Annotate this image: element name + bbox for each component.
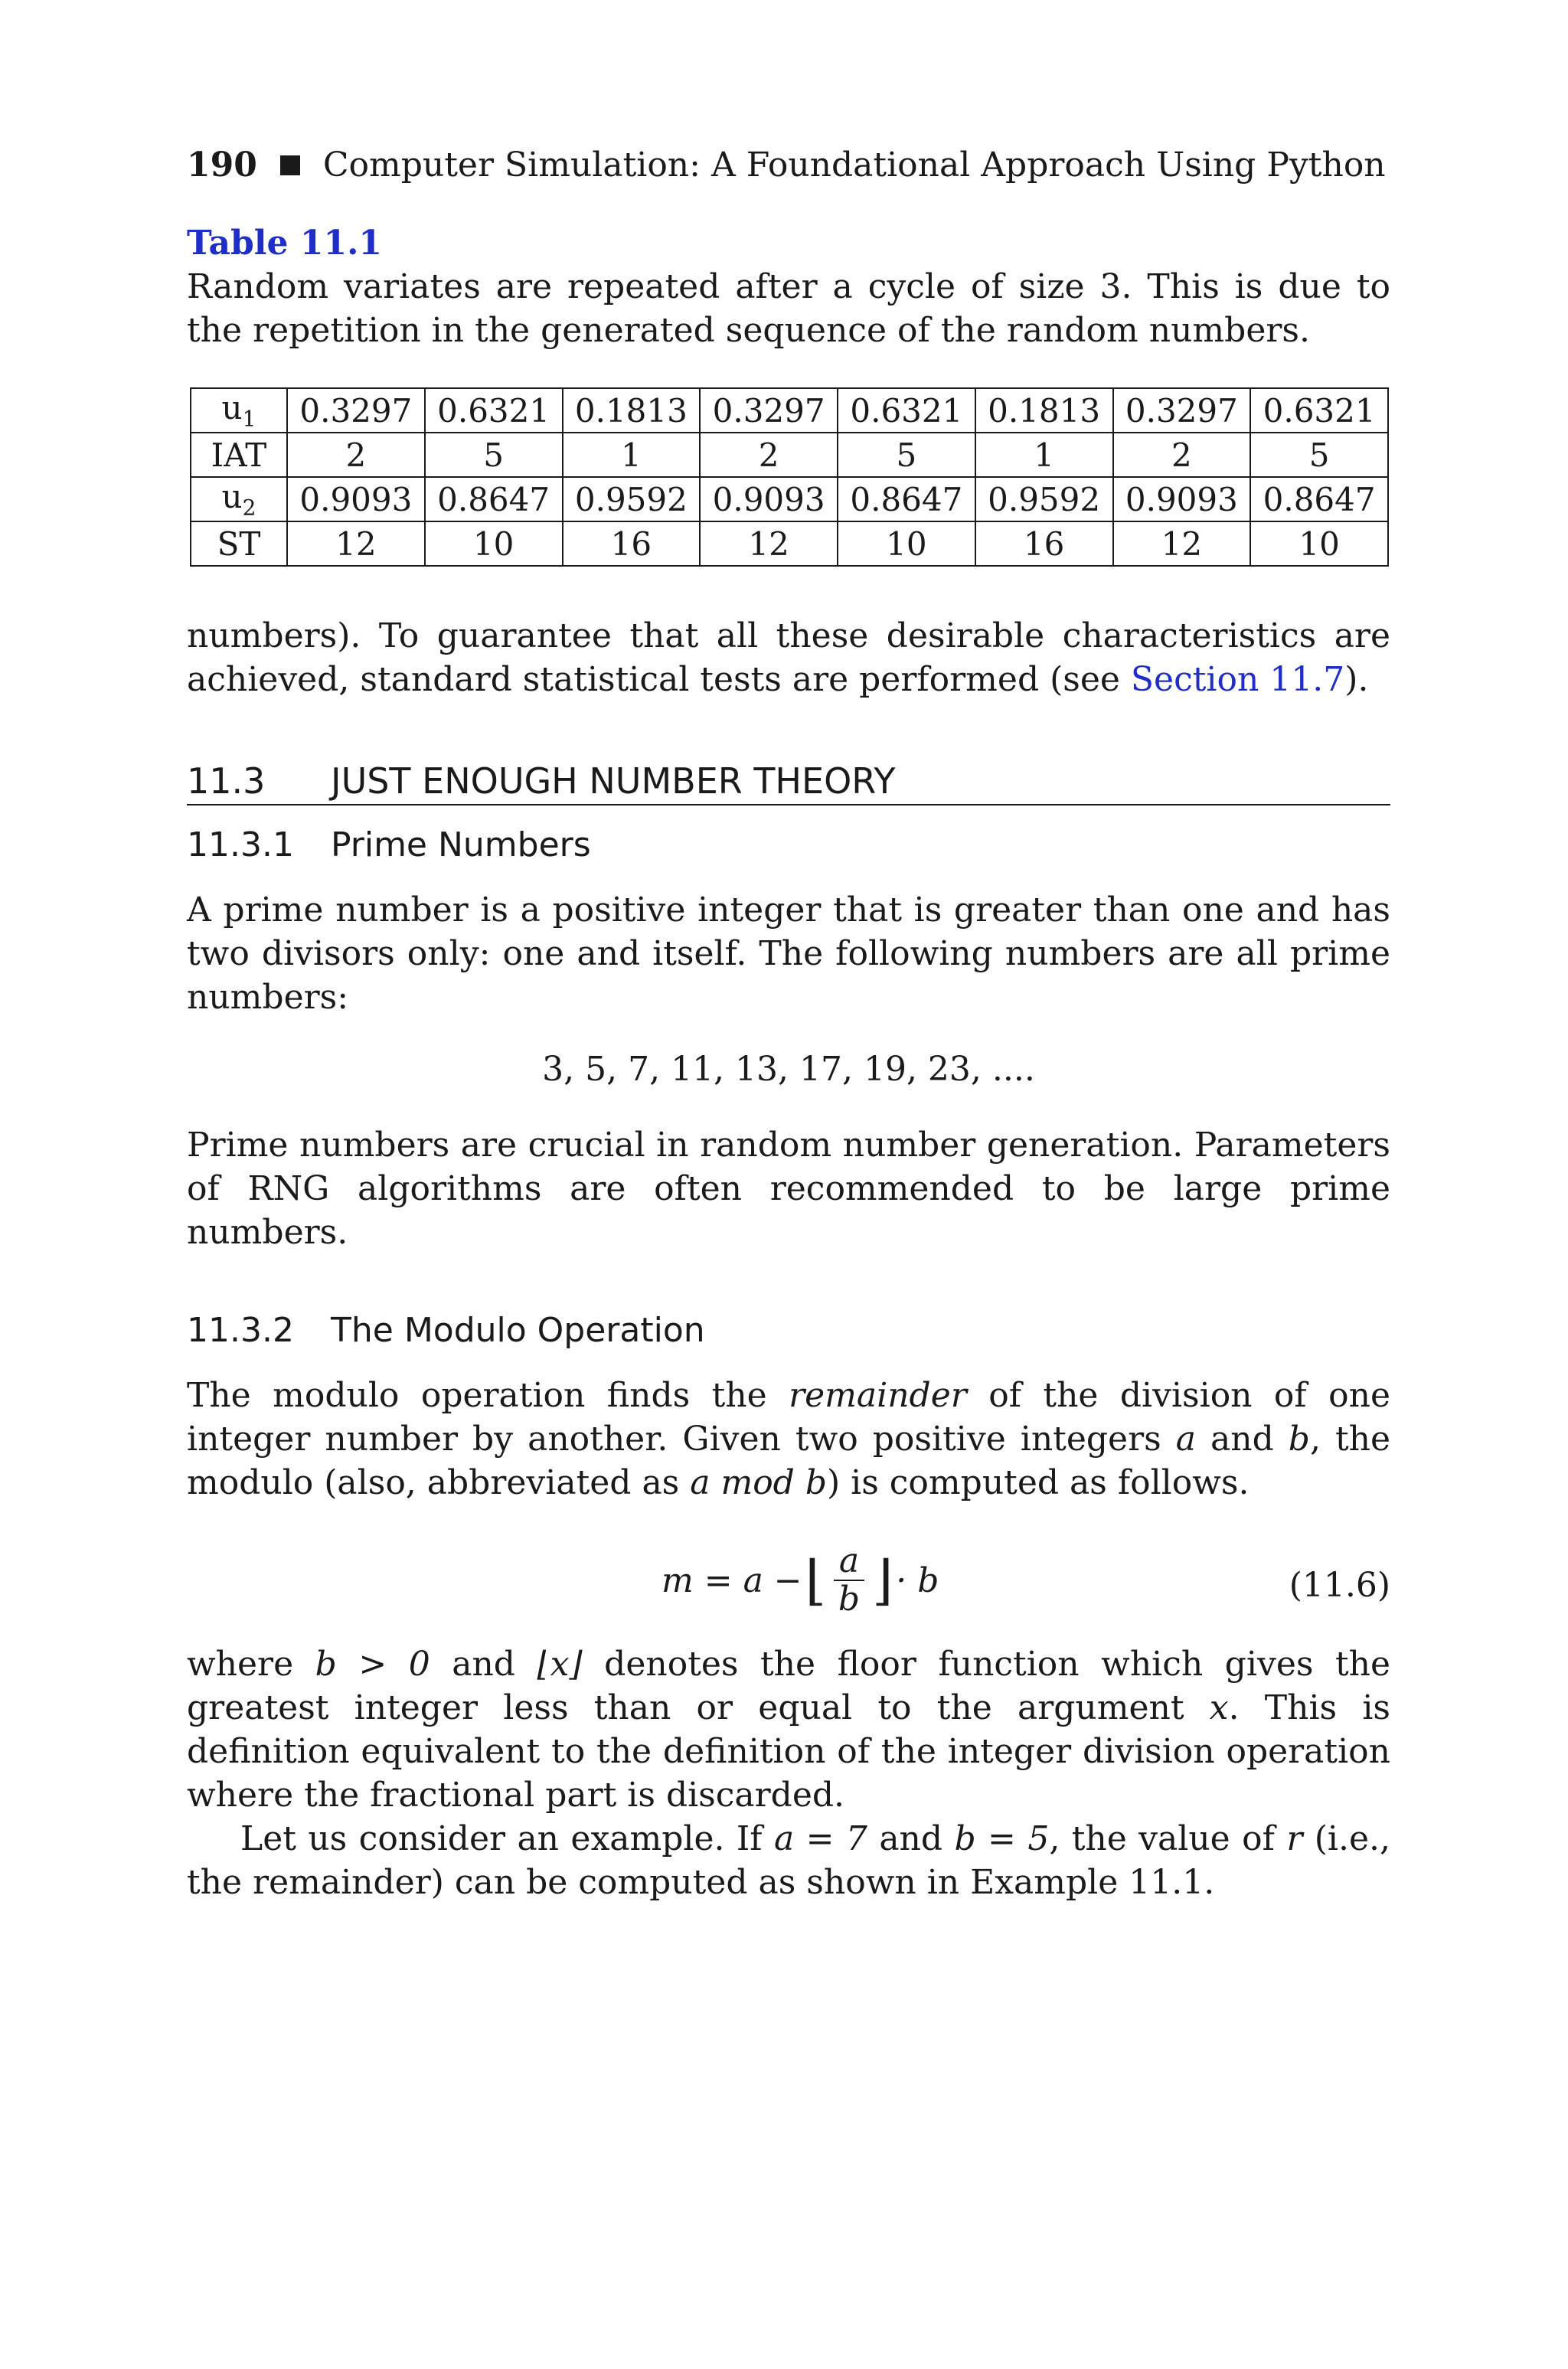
paragraph-floor: where b > 0 and ⌊x⌋ denotes the floor function which gives the greatest integer less than or equal to the argument x. This is definition equivalent to the definition of the integer division operation where the fractional part is discarded. bbox=[187, 1645, 1391, 1815]
section-heading: 11.3 JUST ENOUGH NUMBER THEORY bbox=[187, 758, 1390, 805]
table-cell: 12 bbox=[287, 521, 425, 566]
table-cell: 16 bbox=[975, 521, 1113, 566]
table-cell: 0.1813 bbox=[975, 388, 1113, 433]
equation-rhs: · b bbox=[896, 1560, 939, 1600]
data-table bbox=[190, 387, 1389, 567]
equation-lhs: m = a − bbox=[662, 1560, 802, 1600]
table-cell: 2 bbox=[1113, 433, 1251, 477]
table-cell: 16 bbox=[563, 521, 701, 566]
table-cell: 1 bbox=[975, 433, 1113, 477]
table-cell: 1 bbox=[563, 433, 701, 477]
page bbox=[187, 144, 1390, 1904]
table-cell: 0.8647 bbox=[1250, 477, 1388, 521]
subsection-heading-modulo: 11.3.2 The Modulo Operation bbox=[187, 1311, 705, 1350]
paragraph-prime-def: A prime number is a positive integer that is greater than one and has two divisors only: one and itself. The following numbers are all prime numbers: bbox=[187, 890, 1390, 1017]
table-cell: 0.3297 bbox=[700, 388, 838, 433]
table-row bbox=[191, 521, 1388, 566]
table-cell: 10 bbox=[1250, 521, 1388, 566]
table-row bbox=[191, 477, 1388, 521]
row-header: ST bbox=[191, 521, 287, 566]
paragraph-prime-rng: Prime numbers are crucial in random number generation. Parameters of RNG algorithms are often recommended to be large prime numbers. bbox=[187, 1126, 1390, 1252]
book-title: Computer Simulation: A Foundational Approach Using Python bbox=[322, 145, 1386, 185]
table-cell: 12 bbox=[700, 521, 838, 566]
table-cell: 0.1813 bbox=[563, 388, 701, 433]
fraction: $\frac{a}{b}$ bbox=[834, 1543, 864, 1618]
table-cell: 0.6321 bbox=[425, 388, 563, 433]
running-head bbox=[187, 144, 1390, 187]
floor-left-icon: ⌊ bbox=[805, 1549, 826, 1612]
row-header: IAT bbox=[191, 433, 287, 477]
table-cell: 0.6321 bbox=[1250, 388, 1388, 433]
table-row bbox=[191, 388, 1388, 433]
table-cell: 5 bbox=[425, 433, 563, 477]
table-cell: 0.9093 bbox=[700, 477, 838, 521]
paragraph-stat-tests: numbers). To guarantee that all these desirable characteristics are achieved, standard statistical tests are performed (see Section 11.7). bbox=[187, 616, 1390, 699]
table-cell: 0.3297 bbox=[287, 388, 425, 433]
table-caption: Random variates are repeated after a cycle of size 3. This is due to the repetition in the generated sequence of the random numbers. bbox=[187, 267, 1390, 350]
table-cell: 0.9592 bbox=[563, 477, 701, 521]
square-bullet-icon bbox=[280, 155, 300, 175]
floor-right-icon: ⌋ bbox=[871, 1549, 893, 1612]
table-cell: 10 bbox=[838, 521, 975, 566]
table-cell: 0.9592 bbox=[975, 477, 1113, 521]
table-cell: 0.8647 bbox=[838, 477, 975, 521]
row-header: $u_1$ bbox=[191, 388, 287, 433]
paragraph-modulo-def: The modulo operation finds the remainder of the division of one integer number by another. Given two positive integers a and b, the modulo (also, abbreviated as a mod b) is computed as follows. bbox=[187, 1376, 1391, 1502]
table-cell: 0.8647 bbox=[425, 477, 563, 521]
table-cell: 2 bbox=[700, 433, 838, 477]
table-cell: 2 bbox=[287, 433, 425, 477]
equation-number: (11.6) bbox=[1289, 1566, 1390, 1605]
table-cell: 0.9093 bbox=[1113, 477, 1251, 521]
section-link[interactable]: Section 11.7 bbox=[1130, 660, 1345, 699]
page-number: 190 bbox=[187, 145, 257, 185]
table-cell: 0.6321 bbox=[838, 388, 975, 433]
equation-11-6 bbox=[187, 1535, 1390, 1627]
paragraph-example: Let us consider an example. If a = 7 and b = 5, the value of r (i.e., the remainder) can be computed as shown in Example 11.1. bbox=[187, 1819, 1391, 1902]
table-cell: 0.9093 bbox=[287, 477, 425, 521]
table-cell: 5 bbox=[838, 433, 975, 477]
row-header: $u_2$ bbox=[191, 477, 287, 521]
table-cell: 10 bbox=[425, 521, 563, 566]
table-cell: 0.3297 bbox=[1113, 388, 1251, 433]
table-row bbox=[191, 433, 1388, 477]
table-cell: 5 bbox=[1250, 433, 1388, 477]
prime-list: 3, 5, 7, 11, 13, 17, 19, 23, .... bbox=[542, 1050, 1035, 1089]
table-cell: 12 bbox=[1113, 521, 1251, 566]
table-label: Table 11.1 bbox=[187, 224, 382, 263]
subsection-heading-prime: 11.3.1 Prime Numbers bbox=[187, 825, 591, 864]
